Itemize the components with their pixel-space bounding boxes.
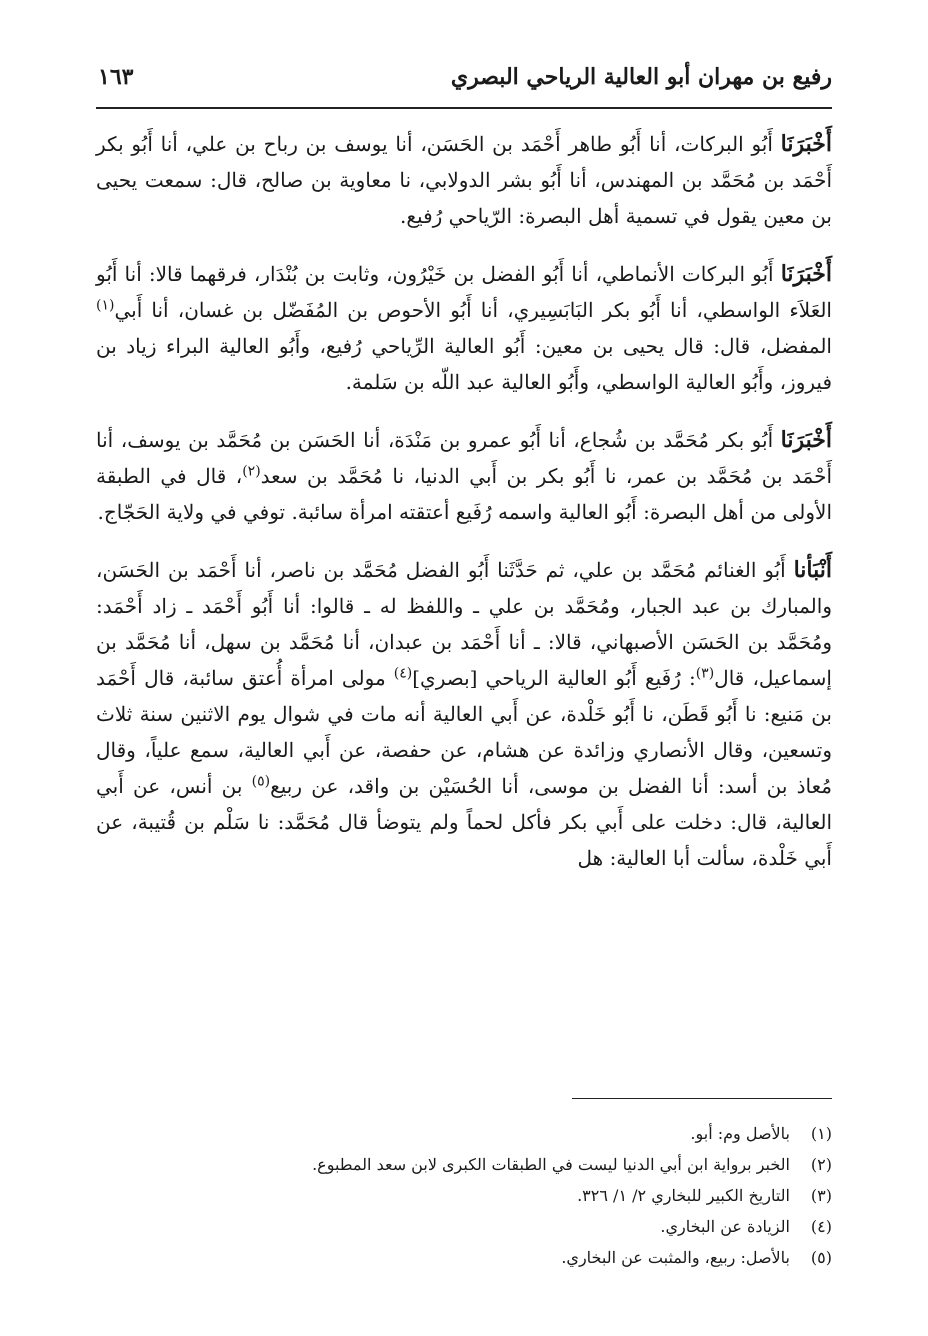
- footnote-reference: (٥): [251, 773, 271, 790]
- footnote-text: بالأصل: ربيع، والمثبت عن البخاري.: [561, 1248, 790, 1267]
- footnote-divider: [572, 1098, 832, 1099]
- paragraph-text: بن أنس، عن أَبي العالية، قال: دخلت على أَبي بكر فأكل لحماً ولم يتوضأ قال مُحَمَّد: نا سَلْم بن قُتيبة، عن أَبي خَلْدة، سألت أبا العالية: هل: [96, 774, 832, 870]
- footnote-item: [96, 1118, 832, 1149]
- paragraph-lead-word: أَخْبَرَنَا: [780, 261, 833, 287]
- paragraph-lead-word: أَخْبَرَنَا: [780, 131, 832, 157]
- footnote-text: الزيادة عن البخاري.: [660, 1217, 790, 1236]
- header-divider: [96, 107, 832, 109]
- footnote-item: [96, 1211, 832, 1242]
- footnote-text: الخبر برواية ابن أبي الدنيا ليست في الطبقات الكبرى لابن سعد المطبوع.: [312, 1155, 790, 1174]
- paragraph-lead-word: أَخْبَرَنَا: [780, 427, 832, 453]
- running-head: [96, 60, 832, 100]
- footnote-number: (٥): [810, 1248, 832, 1267]
- footnote-item: [96, 1149, 832, 1180]
- footnote-number: (٣): [810, 1186, 832, 1205]
- footnote-text: التاريخ الكبير للبخاري ٢/ ١/ ٣٢٦.: [577, 1186, 790, 1205]
- paragraph-text: أَبُو البركات، أنا أَبُو طاهر أَحْمَد بن الحَسَن، أنا يوسف بن رباح بن علي، أنا أَبُو بكر أَحْمَد بن مُحَمَّد بن المهندس، أنا أَبُو بشر الدولابي، نا معاوية بن صالح، قال: سمعت يحيى بن معين يقول في تسمية أهل البصرة: الرّياحي رُفيع.: [96, 132, 833, 228]
- paragraph-text: أَبُو الغنائم مُحَمَّد بن علي، ثم حَدَّثَنا أَبُو الفضل مُحَمَّد بن ناصر، أنا أَحْمَد بن الحَسَن، والمبارك بن عبد الجبار، ومُحَمَّد بن علي ـ واللفظ له ـ قالوا: أنا أَبُو أَحْمَد ـ زاد أَحْمَد: ومُحَمَّد بن الحَسَن الأصبهاني، قالا: ـ أنا أَحْمَد بن عبدان، أنا مُحَمَّد بن سهل، أنا مُحَمَّد بن إسماعيل، قال: [96, 558, 832, 690]
- paragraph: [96, 256, 832, 400]
- paragraph-text: أَبُو بكر مُحَمَّد بن شُجاع، أنا أَبُو عمرو بن مَنْدَة، أنا الحَسَن بن مُحَمَّد بن يوسف، أنا أَحْمَد بن مُحَمَّد بن عمر، نا أَبُو بكر بن أَبي الدنيا، نا مُحَمَّد بن سعد: [96, 428, 833, 488]
- paragraph-text: أَبُو البركات الأنماطي، أنا أَبُو الفضل بن خَيْرُون، وثابت بن بُنْدَار، فرقهما قالا: أنا أَبُو العَلاَء الواسطي، أنا أَبُو بكر البَابَسِيري، أنا أَبُو الأحوص بن المُفَضّل بن غسان، أنا أَبي: [96, 262, 832, 322]
- footnote-number: (١): [810, 1124, 832, 1143]
- paragraph: [96, 552, 832, 876]
- footnote-reference: (٢): [242, 463, 261, 480]
- page-number: ١٦٣: [98, 64, 134, 90]
- paragraph-lead-word: أَنْبَأنا: [793, 557, 832, 583]
- footnote-text: بالأصل وم: أبو.: [690, 1124, 790, 1143]
- paragraph-text: : رُفَيع أَبُو العالية الرياحي [بصري]: [412, 666, 696, 690]
- footnote-reference: (٣): [695, 665, 715, 682]
- footnote-item: [96, 1180, 832, 1211]
- chapter-title: رفيع بن مهران أبو العالية الرياحي البصري: [450, 64, 832, 90]
- main-text: [96, 126, 832, 898]
- paragraph: [96, 422, 832, 530]
- footnote-item: [96, 1242, 832, 1273]
- paragraph-text: المفضل، قال: قال يحيى بن معين: أَبُو العالية الرِّياحي رُفيع، وأَبُو العالية البراء زياد بن فيروز، وأَبُو العالية الواسطي، وأَبُو العالية عبد اللّه بن سَلمة.: [96, 334, 832, 394]
- footnote-reference: (٤): [393, 665, 413, 682]
- paragraph: [96, 126, 832, 234]
- paragraph-text: مولى امرأة أُعتق سائبة، قال أَحْمَد بن مَنيع: نا أَبُو قَطَن، نا أَبُو خَلْدة، عن أَبي العالية أنه مات في شوال يوم الاثنين سنة ثلاث وتسعين، وقال الأنصاري وزائدة عن هشام، عن حفصة، عن أَبي العالية، سمع علياً، وقال مُعاذ بن أسد: أنا الفضل بن موسى، أنا الحُسَيْن بن واقد، عن ربيع: [96, 666, 832, 798]
- footnote-number: (٤): [810, 1217, 832, 1236]
- footnote-number: (٢): [810, 1155, 832, 1174]
- footnotes-list: [96, 1118, 832, 1273]
- paragraph-text: ، قال في الطبقة الأولى من أهل البصرة: أَبُو العالية واسمه رُفَيع أعتقته امرأة سائبة. توفي في ولاية الحَجّاج.: [96, 464, 832, 524]
- footnote-reference: (١): [96, 297, 115, 314]
